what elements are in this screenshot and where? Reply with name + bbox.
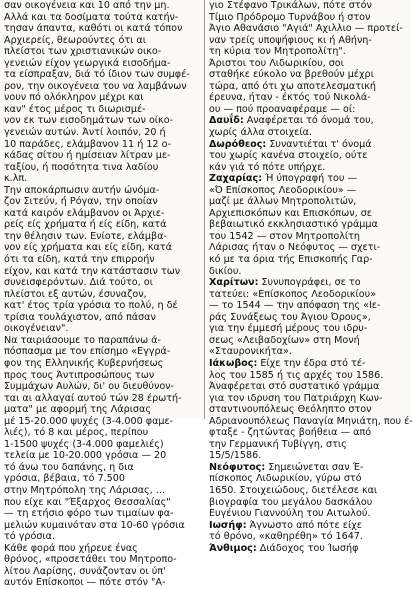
text-line: 10 παράδες, ελάμβανον 11 ή 12 ο- [4, 138, 171, 150]
text-line: Συμμάχων Αυλών, δι' ου διευθύνον- [4, 381, 175, 393]
entry-text: «Σταυρονικήτα». [209, 346, 292, 358]
entry-text: βιογραφία του μεγάλου δασκάλου [209, 496, 373, 508]
text-line [209, 462, 408, 474]
text-line: ρείς είς χρήματα ή είς είδη, κατά [4, 219, 167, 231]
entry-text: Άγιο Αθανάσιο "Αγιά" Αχιλλιο — προτεί- [209, 23, 403, 35]
entry-text: ράς Συνάξεως του Άγιου Όρους», [209, 311, 371, 323]
entry-name-label: Άνθιμος: [209, 542, 257, 554]
entry-name-label: Ιάκωβος: [209, 357, 258, 369]
entry-name-label: Ιωσήφ: [209, 519, 247, 531]
text-line: καν" έτος μέρος τι διωρισμέ- [4, 103, 146, 115]
text-line [209, 450, 408, 462]
text-line [209, 381, 408, 393]
entry-text: «Ό Επίσκοπος Λεοδορικίου» — [209, 184, 357, 196]
entry-text: σεως «Λειβαδοχίων» στη Μονή [209, 334, 360, 346]
entry-text: τώρα, από ότι χω αποτελεσματική [209, 80, 376, 92]
entry-text: ναν τρείς υποψήφιους κι ή Αθήνη- [209, 34, 372, 46]
entry-text: Τίμιο Πρόδρομο Τυρνάβου ή στον [209, 11, 371, 23]
entry-text: Ή ύπογραφή του — [262, 173, 358, 185]
text-line: γρόσια, βέβαια, τό 7.500 [4, 473, 125, 485]
text-line [209, 219, 408, 231]
text-line: τό γρόσια. [4, 531, 56, 543]
text-line: πόσπασμα με τον επίσημο «Εγγρά- [4, 346, 171, 358]
entry-text: γιο Στέφανο Τρικάλων, πότε στόν [209, 0, 372, 11]
text-line [209, 266, 408, 278]
entry-text: Λάρισας ήταν ο Νεόφυτος — σχετι- [209, 242, 381, 254]
text-line: Κάθε φορά που χήρευε ένας [4, 542, 138, 554]
text-line: νον είς χρήματα και είς είδη, κατά [4, 242, 172, 254]
text-line [209, 439, 408, 451]
text-line: σαν οικογένεια και 10 από την μη. [4, 0, 170, 11]
text-line [209, 127, 408, 139]
text-line: λιές), τό 8 και μέρος, περίπου [4, 427, 149, 439]
text-line [209, 300, 408, 312]
entry-text: Άναφέρεται στό συστατικό γράμμα [209, 381, 380, 393]
text-line [209, 370, 408, 382]
text-line [209, 393, 408, 405]
text-line [209, 497, 408, 509]
text-line: τα είσπραξαν, διά τό ίδιον των συμφέ- [4, 69, 190, 81]
text-line [209, 115, 408, 127]
entry-text: τατεύει: «Επίσκοπος Λεοδορικίου» [209, 288, 377, 300]
entry-text: ου — πού προαναφέραμε — οί: [209, 103, 356, 115]
text-line: Αλλά και τα δοσίματα τούτα κατήν- [4, 11, 179, 23]
text-line [209, 289, 408, 301]
text-line [209, 69, 408, 81]
entry-name-label: Νεόφυτος: [209, 461, 266, 473]
text-line [209, 335, 408, 347]
entry-text: Άριστοι του Λιδωρικίου, σοι [209, 57, 344, 69]
text-line [209, 543, 408, 555]
text-line: 1-1500 ψυχές (3-4.000 φαμελιές) [4, 438, 164, 450]
text-line: νον εκ των εισοδημάτων των οίκο- [4, 115, 174, 127]
text-line [209, 196, 408, 208]
text-line: πλείστοι εξ αυτών, έσυναζον, [4, 288, 147, 300]
text-line: ται αι αλλαγαί αυτού τών 28 έρωτή- [4, 392, 182, 404]
text-line: που είχε και "Έξαρχος Θεσσαλίας" [4, 496, 171, 508]
text-line: στην Μητρόπολη της Λάρισας, ... [4, 484, 165, 496]
text-line: θρόνος, «προσετάθει του Μητροπο- [4, 554, 177, 566]
text-line: κατ' έτος τρία γρόσια το πολύ, η δέ [4, 300, 178, 312]
entry-text: βεβαιωτικό εκκλησιαστικό γράμμα [209, 219, 378, 231]
text-line: γενειών αυτών. Άντί λοιπόν, 20 ή [4, 127, 166, 139]
entry-text: Αρχιεπισκόπων και Επισκόπων, σε [209, 207, 372, 219]
text-line [209, 162, 408, 174]
text-line [209, 35, 408, 47]
text-line: ματα" με αφορμή της Λάρισας [4, 404, 151, 416]
entry-text: Σημειώνεται σαν Έ- [265, 461, 364, 473]
entry-text: 1650. Στοιχειώδους, διετέλεσε και [209, 484, 378, 496]
text-line [209, 92, 408, 104]
column-divider [204, 0, 205, 419]
entry-text: τη κύρια τον Μητροπολίτη". [209, 46, 346, 58]
text-line [209, 415, 413, 428]
entry-text: δικίου. [209, 265, 242, 277]
entry-text: φταξε - ζητώντας βοήθεια — από [209, 427, 372, 439]
text-line [209, 139, 408, 151]
text-line: κ.λπ. [4, 173, 28, 185]
text-line: ότι τα είδη, κατά την επιρροήν [4, 254, 155, 266]
entry-text: Αδριανουπόλεως Παναγία Μηνιάτη, που έ- [209, 415, 413, 427]
entry-text: κό με τα όρια τής Επισκοπής Γαρ- [209, 254, 373, 266]
text-line: ρον, την οικογένεια του να λαμβάνων [4, 80, 187, 92]
entry-text: Συναντιέται τ' όνομά [266, 138, 372, 150]
text-line [209, 404, 408, 416]
text-line [209, 531, 408, 543]
text-line [209, 23, 408, 35]
right-text-column [209, 0, 413, 554]
text-line: Την αποκάρπωσιν αυτήν ώνόμα- [4, 184, 160, 196]
entry-text: Είχε την έδρα στό τέ- [257, 357, 366, 369]
text-line [209, 208, 408, 220]
left-text-column [4, 0, 200, 589]
text-line [209, 427, 408, 439]
text-line [209, 12, 408, 24]
entry-text: Αναφέρεται τό όνομά του, [243, 115, 374, 127]
entry-text: μαζί με άλλων Μητροπολιτών, [209, 196, 357, 208]
text-line [209, 231, 408, 243]
text-line: προς τους Άντιπροσώπους των [4, 369, 155, 381]
text-line: ταξίου, ή ποσότητα τινα λαδίου [4, 161, 159, 173]
text-line [209, 185, 408, 197]
text-line: φον της Ελληνικής Κυβερνήσεως [4, 357, 164, 369]
entry-text: — το 1544 — την απόφαση της «Ιε- [209, 300, 381, 312]
text-line: συνεισφερόντων. Διά τούτο, οι [4, 277, 153, 289]
text-line [209, 358, 408, 370]
text-line: ζον Σιτεύν, ή Ρόγαν, την οποίαν [4, 196, 158, 208]
text-line [209, 254, 408, 266]
text-line: κατά καιρόν ελάμβανον οι Άρχιε- [4, 207, 165, 219]
entry-text: τό θρόνο, «καθηρέθη» τό 1647. [209, 531, 363, 543]
text-line [209, 150, 408, 162]
entry-text: σταθήκε εύκολο να βρεθούν μέχρι [209, 69, 374, 81]
text-line [209, 104, 408, 116]
entry-text: κάν γιά τό πότε υπήρχε. [209, 161, 326, 173]
text-line: τό άνω του δαπάνης, η δια [4, 461, 134, 473]
text-line: νουν πό ολόκληρον μέχρι και [4, 92, 144, 104]
entry-text: για τον ιδρυση του Πατριάρχη Κων- [209, 392, 383, 404]
text-line: μέ 15-20.000 ψυχές (3-4.000 φαμε- [4, 415, 174, 427]
text-line: πλείστοι των χριστιανικών οικο- [4, 46, 162, 58]
text-line: οικογένειαν". [4, 323, 69, 335]
entry-text: Διάδοχος του Ίωσήφ [256, 542, 359, 554]
entry-text: του 1542 — στον Μητροπολίτη [209, 230, 361, 242]
text-line [209, 473, 408, 485]
entry-text: έρευνα, ήταν - έκτός τού Νικολά- [209, 92, 371, 104]
text-line [209, 173, 408, 185]
text-line [209, 277, 408, 289]
text-line [209, 312, 408, 324]
entry-text: λος του 1585 ή τις αρχές του 1586. [209, 369, 384, 381]
entry-text: του χωρίς κανένα στοιχείο, ούτε [209, 150, 368, 162]
entry-text: χωρίς άλλα στοιχεία. [209, 127, 312, 139]
text-line: μελιών κυμαινόταν στα 10-60 γρόσια [4, 519, 185, 531]
text-line: είχον, και κατά την κατάστασιν των [4, 265, 181, 277]
entry-text: Συνυπογράφει, σε το [258, 277, 361, 289]
entry-text: 15/5/1586. [209, 450, 262, 462]
text-line: Αρχιερείς, θεωρούντες ότι αι [4, 34, 146, 46]
text-line [209, 81, 408, 93]
text-line [209, 46, 408, 58]
entry-text: σταντινουπόλεως Θεόληπτο στον [209, 404, 372, 416]
entry-name-label: Ζαχαρίας: [209, 173, 263, 185]
text-line: γενειών είχον γεωργικά εισοδήμα- [4, 57, 171, 69]
entry-text: Άγνωστο από πότε είχε [246, 519, 362, 531]
text-line: — τη ετήσιο φόρο των τιμαίων φα- [4, 508, 174, 520]
entry-name-label: Χαρίτων: [209, 277, 259, 289]
text-line [209, 346, 408, 358]
text-line [209, 58, 408, 70]
text-line: τρίσια τουλάχιστον, από πάσαν [4, 311, 156, 323]
entry-text: Ευγένιου Γιαννούλη του Αιτωλού. [209, 508, 371, 520]
text-line: τελεία με 10-20.000 γρόσια — 20 [4, 450, 167, 462]
text-line [209, 323, 408, 335]
text-line [209, 0, 408, 12]
entry-name-label: Δωρόθεος: [209, 138, 267, 150]
text-line: κάδας σίτου ή ημίσειαν λίτραν με- [4, 150, 171, 162]
text-line: λίτου Λαρίσης, συνάζονταν οι ύπ' [4, 565, 166, 577]
text-line [209, 508, 408, 520]
text-line: Να ταιριάσουμε το παραπάνω ά- [4, 334, 161, 346]
entry-text: για την έμμεσή μέρους του ιδρυ- [209, 323, 368, 335]
text-line: αυτόν Επίσκοποι — πότε στόν "Α- [4, 577, 166, 589]
text-line: την θέλησιν των. Ενίοτε, ελάμβα- [4, 230, 167, 242]
text-line: τησαν άπαντα, καθότι οι κατά τόπον [4, 23, 183, 35]
text-line [209, 242, 408, 254]
entry-text: την Γερμανική Τυβίγγη, στις [209, 438, 347, 450]
text-line [209, 485, 408, 497]
entry-name-label: Δαυΐδ: [209, 115, 244, 127]
entry-text: πίσκοπος Λιδωρικίου, γύρω στό [209, 473, 362, 485]
text-line [209, 520, 408, 532]
